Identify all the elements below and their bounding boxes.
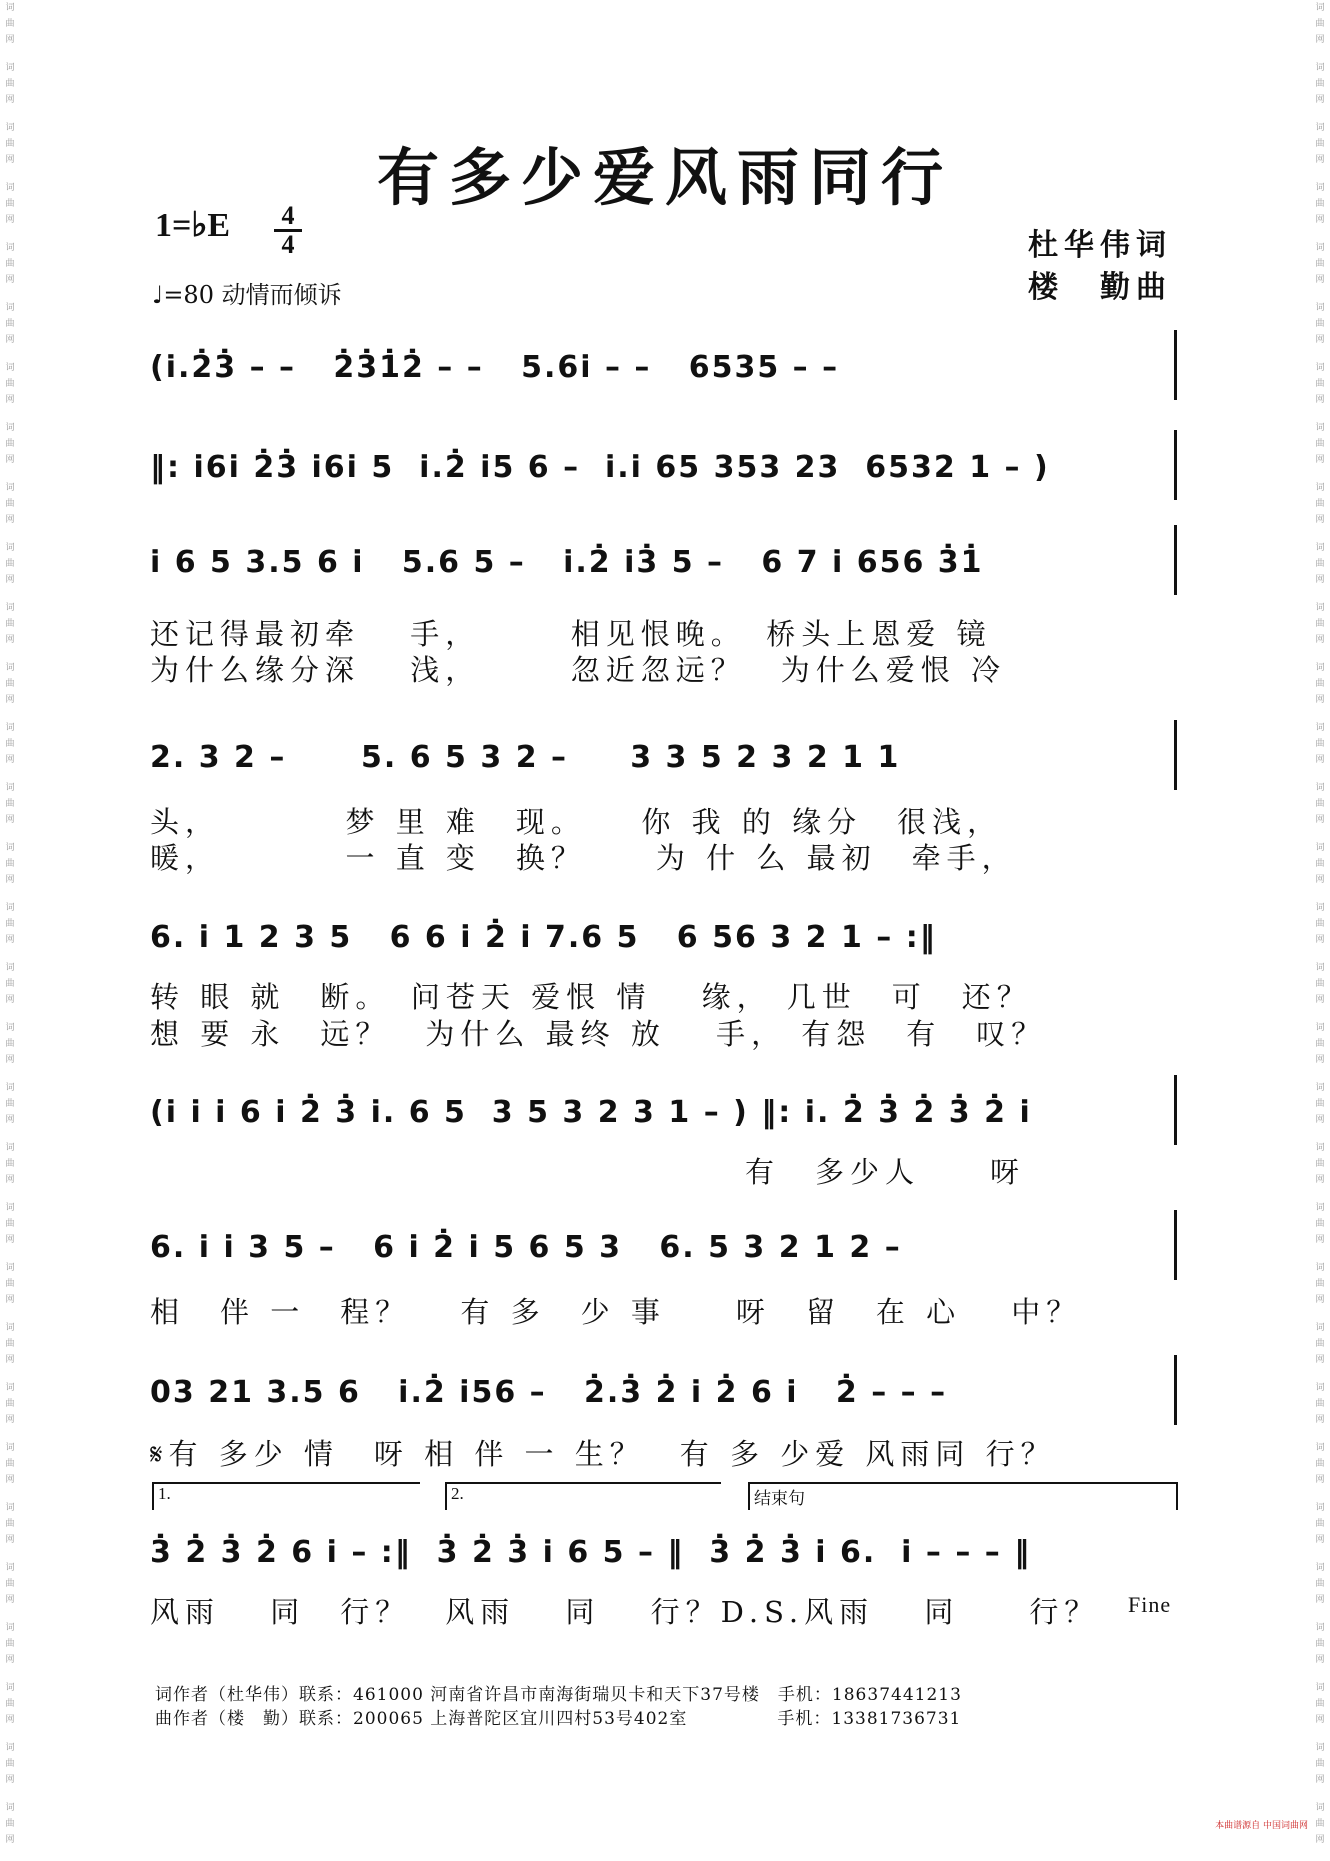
watermark-text: 词曲网 xyxy=(1315,1623,1325,1665)
watermark-text: 词曲网 xyxy=(1315,1143,1325,1185)
score-row-7 xyxy=(150,1210,1180,1290)
watermark-text: 词曲网 xyxy=(1315,243,1325,285)
watermark-text: 词曲网 xyxy=(1315,303,1325,345)
notation-line: 03 21 3.5 6 i̇.2̇ i̇56 – 2̇.3̇ 2̇ i̇ 2̇ 6 i̇ 2̇ – – – xyxy=(150,1375,948,1410)
volta-second-ending: 2. xyxy=(445,1482,721,1510)
score-row-5 xyxy=(150,900,1180,980)
watermark-text: 词曲网 xyxy=(5,183,15,225)
ending-bracket: 结束句 xyxy=(748,1482,1178,1510)
watermark-text: 词曲网 xyxy=(5,1383,15,1425)
lyric-line: 风雨 同 行？ 风雨 同 行？D.S.风雨 同 行？ xyxy=(150,1595,1100,1629)
watermark-text: 词曲网 xyxy=(1315,63,1325,105)
watermark-text: 词曲网 xyxy=(5,1563,15,1605)
watermark-text: 词曲网 xyxy=(1315,543,1325,585)
watermark-text: 词曲网 xyxy=(5,123,15,165)
score-row-1 xyxy=(150,330,1180,410)
watermark-text: 词曲网 xyxy=(5,63,15,105)
watermark-text: 词曲网 xyxy=(1315,363,1325,405)
notation-line: 6. i̇ i̇ 3 5 – 6 i̇ 2̇ i̇ 5 6 5 3 6. 5 3 2 1 2 – xyxy=(150,1230,902,1265)
watermark-text: 词曲网 xyxy=(1315,1743,1325,1785)
watermark-text: 词曲网 xyxy=(5,783,15,825)
watermark-text: 词曲网 xyxy=(5,543,15,585)
barline xyxy=(1174,430,1177,500)
watermark-text: 词曲网 xyxy=(1315,1503,1325,1545)
score-row-2 xyxy=(150,430,1180,510)
lyricist-contact: 词作者（杜华伟）联系：461000 河南省许昌市南海街瑞贝卡和天下37号楼 手机：18637441213 xyxy=(155,1685,962,1705)
barline xyxy=(1174,1210,1177,1280)
watermark-text: 词曲网 xyxy=(1315,123,1325,165)
watermark-text: 词曲网 xyxy=(5,843,15,885)
time-denominator: 4 xyxy=(281,230,295,259)
key-signature: 1=♭E xyxy=(155,207,231,244)
barline xyxy=(1174,525,1177,595)
watermark-text: 词曲网 xyxy=(5,483,15,525)
watermark-text: 词曲网 xyxy=(5,303,15,345)
score-row-3 xyxy=(150,525,1180,605)
watermark-text: 词曲网 xyxy=(5,1623,15,1665)
lyric-line: 为什么缘分深 浅， 忽近忽远？ 为什么爱恨 冷 xyxy=(150,653,1006,687)
watermark-left xyxy=(2,0,18,1861)
lyric-line: 转 眼 就 断。 问苍天 爱恨 情 缘， 几世 可 还？ xyxy=(150,980,1032,1014)
watermark-text: 词曲网 xyxy=(1315,1323,1325,1365)
lyric-line: 𝄋有 多少 情 呀 相 伴 一 生？ 有 多 少爱 风雨同 行？ xyxy=(150,1437,1056,1471)
time-numerator: 4 xyxy=(274,203,302,232)
watermark-text: 词曲网 xyxy=(1315,1203,1325,1245)
watermark-text: 词曲网 xyxy=(5,1503,15,1545)
watermark-text: 词曲网 xyxy=(1315,1443,1325,1485)
lyric-line: 暖， 一 直 变 换？ 为 什 么 最初 牵手， xyxy=(150,841,1017,875)
barline xyxy=(1174,330,1177,400)
score-row-9 xyxy=(150,1515,1180,1595)
score-row-6 xyxy=(150,1075,1180,1155)
barline xyxy=(1174,720,1177,790)
notation-line: 2. 3 2 – 5. 6 5 3 2 – 3 3 5 2 3 2 1 1 xyxy=(150,740,901,775)
composer: 楼 勤曲 xyxy=(1028,270,1172,305)
watermark-text: 词曲网 xyxy=(1315,723,1325,765)
watermark-text: 词曲网 xyxy=(1315,603,1325,645)
score-row-8 xyxy=(150,1355,1180,1435)
lyric-line: 相 伴 一 程？ 有 多 少 事 呀 留 在 心 中？ xyxy=(150,1295,1082,1329)
time-signature xyxy=(274,203,302,258)
lyric-line: 想 要 永 远？ 为什么 最终 放 手， 有怨 有 叹？ xyxy=(150,1017,1047,1051)
barline xyxy=(1174,1075,1177,1145)
watermark-text: 词曲网 xyxy=(5,963,15,1005)
watermark-text: 词曲网 xyxy=(1315,1263,1325,1305)
watermark-text: 词曲网 xyxy=(5,663,15,705)
watermark-text: 词曲网 xyxy=(1315,1383,1325,1425)
watermark-text: 词曲网 xyxy=(5,603,15,645)
notation-line: ‖: i̇6i̇ 2̇3̇ i̇6i̇ 5 i̇.2̇ i̇5 6 – i̇.i̇ 65 353 23 6532 1 – ) xyxy=(150,450,1050,485)
watermark-text: 词曲网 xyxy=(1315,663,1325,705)
notation-line: i̇ 6 5 3.5 6 i̇ 5.6 5 – i̇.2̇ i̇3̇ 5 – 6 7 i̇ 656 3̇1̇ xyxy=(150,545,984,580)
watermark-text: 词曲网 xyxy=(1315,483,1325,525)
composer-contact: 曲作者（楼 勤）联系：200065 上海普陀区宜川四村53号402室 手机：13381736731 xyxy=(155,1709,962,1729)
watermark-text: 词曲网 xyxy=(1315,1563,1325,1605)
watermark-text: 词曲网 xyxy=(5,423,15,465)
watermark-text: 词曲网 xyxy=(5,903,15,945)
source-mark: 本曲谱源自 中国词曲网 xyxy=(1215,1821,1308,1831)
watermark-text: 词曲网 xyxy=(5,1323,15,1365)
score-row-4 xyxy=(150,720,1180,800)
watermark-text: 词曲网 xyxy=(5,1743,15,1785)
watermark-text: 词曲网 xyxy=(5,1803,15,1845)
song-title: 有多少爱风雨同行 xyxy=(376,141,953,214)
watermark-text: 词曲网 xyxy=(1315,183,1325,225)
watermark-text: 词曲网 xyxy=(1315,1683,1325,1725)
watermark-text: 词曲网 xyxy=(5,1083,15,1125)
watermark-text: 词曲网 xyxy=(5,3,15,45)
notation-line: 3̇ 2̇ 3̇ 2̇ 6 i̇ – :‖ 3̇ 2̇ 3̇ i̇ 6 5 – ‖ 3̇ 2̇ 3̇ i̇ 6. i̇ – – – ‖ xyxy=(150,1535,1032,1570)
watermark-text: 词曲网 xyxy=(1315,1803,1325,1845)
lyric-line: 有 多少人 呀 xyxy=(150,1155,1026,1189)
lyric-line: 还记得最初牵 手， 相见恨晚。 桥头上恩爱 镜 xyxy=(150,617,992,651)
watermark-text: 词曲网 xyxy=(5,1143,15,1185)
barline xyxy=(1174,1355,1177,1425)
tempo-marking: ♩=80 动情而倾诉 xyxy=(152,281,342,309)
volta-first-ending: 1. xyxy=(152,1482,420,1510)
watermark-text: 词曲网 xyxy=(1315,3,1325,45)
watermark-text: 词曲网 xyxy=(1315,1083,1325,1125)
notation-line: (i̇ i̇ i̇ 6 i̇ 2̇ 3̇ i̇. 6 5 3 5 3 2 3 1 – ) ‖: i̇. 2̇ 3̇ 2̇ 3̇ 2̇ i̇ xyxy=(150,1095,1032,1130)
watermark-text: 词曲网 xyxy=(5,363,15,405)
watermark-text: 词曲网 xyxy=(1315,903,1325,945)
watermark-text: 词曲网 xyxy=(5,243,15,285)
watermark-text: 词曲网 xyxy=(5,1443,15,1485)
notation-line: 6. i̇ 1 2 3 5 6 6 i̇ 2̇ i̇ 7.6 5 6 56 3 2 1 – :‖ xyxy=(150,920,937,955)
watermark-text: 词曲网 xyxy=(1315,423,1325,465)
watermark-text: 词曲网 xyxy=(5,723,15,765)
notation-line: (i̇.2̇3̇ – – 2̇3̇1̇2̇ – – 5.6i̇ – – 6535 – – xyxy=(150,350,840,385)
watermark-text: 词曲网 xyxy=(1315,1023,1325,1065)
watermark-text: 词曲网 xyxy=(1315,843,1325,885)
watermark-right xyxy=(1312,0,1328,1861)
watermark-text: 词曲网 xyxy=(5,1683,15,1725)
lyric-line: 头， 梦 里 难 现。 你 我 的 缘分 很浅， xyxy=(150,805,1003,839)
watermark-text: 词曲网 xyxy=(5,1203,15,1245)
watermark-text: 词曲网 xyxy=(5,1263,15,1305)
watermark-text: 词曲网 xyxy=(1315,963,1325,1005)
fine-marking: Fine xyxy=(1128,1592,1172,1617)
lyricist: 杜华伟词 xyxy=(1028,228,1172,263)
watermark-text: 词曲网 xyxy=(1315,783,1325,825)
watermark-text: 词曲网 xyxy=(5,1023,15,1065)
